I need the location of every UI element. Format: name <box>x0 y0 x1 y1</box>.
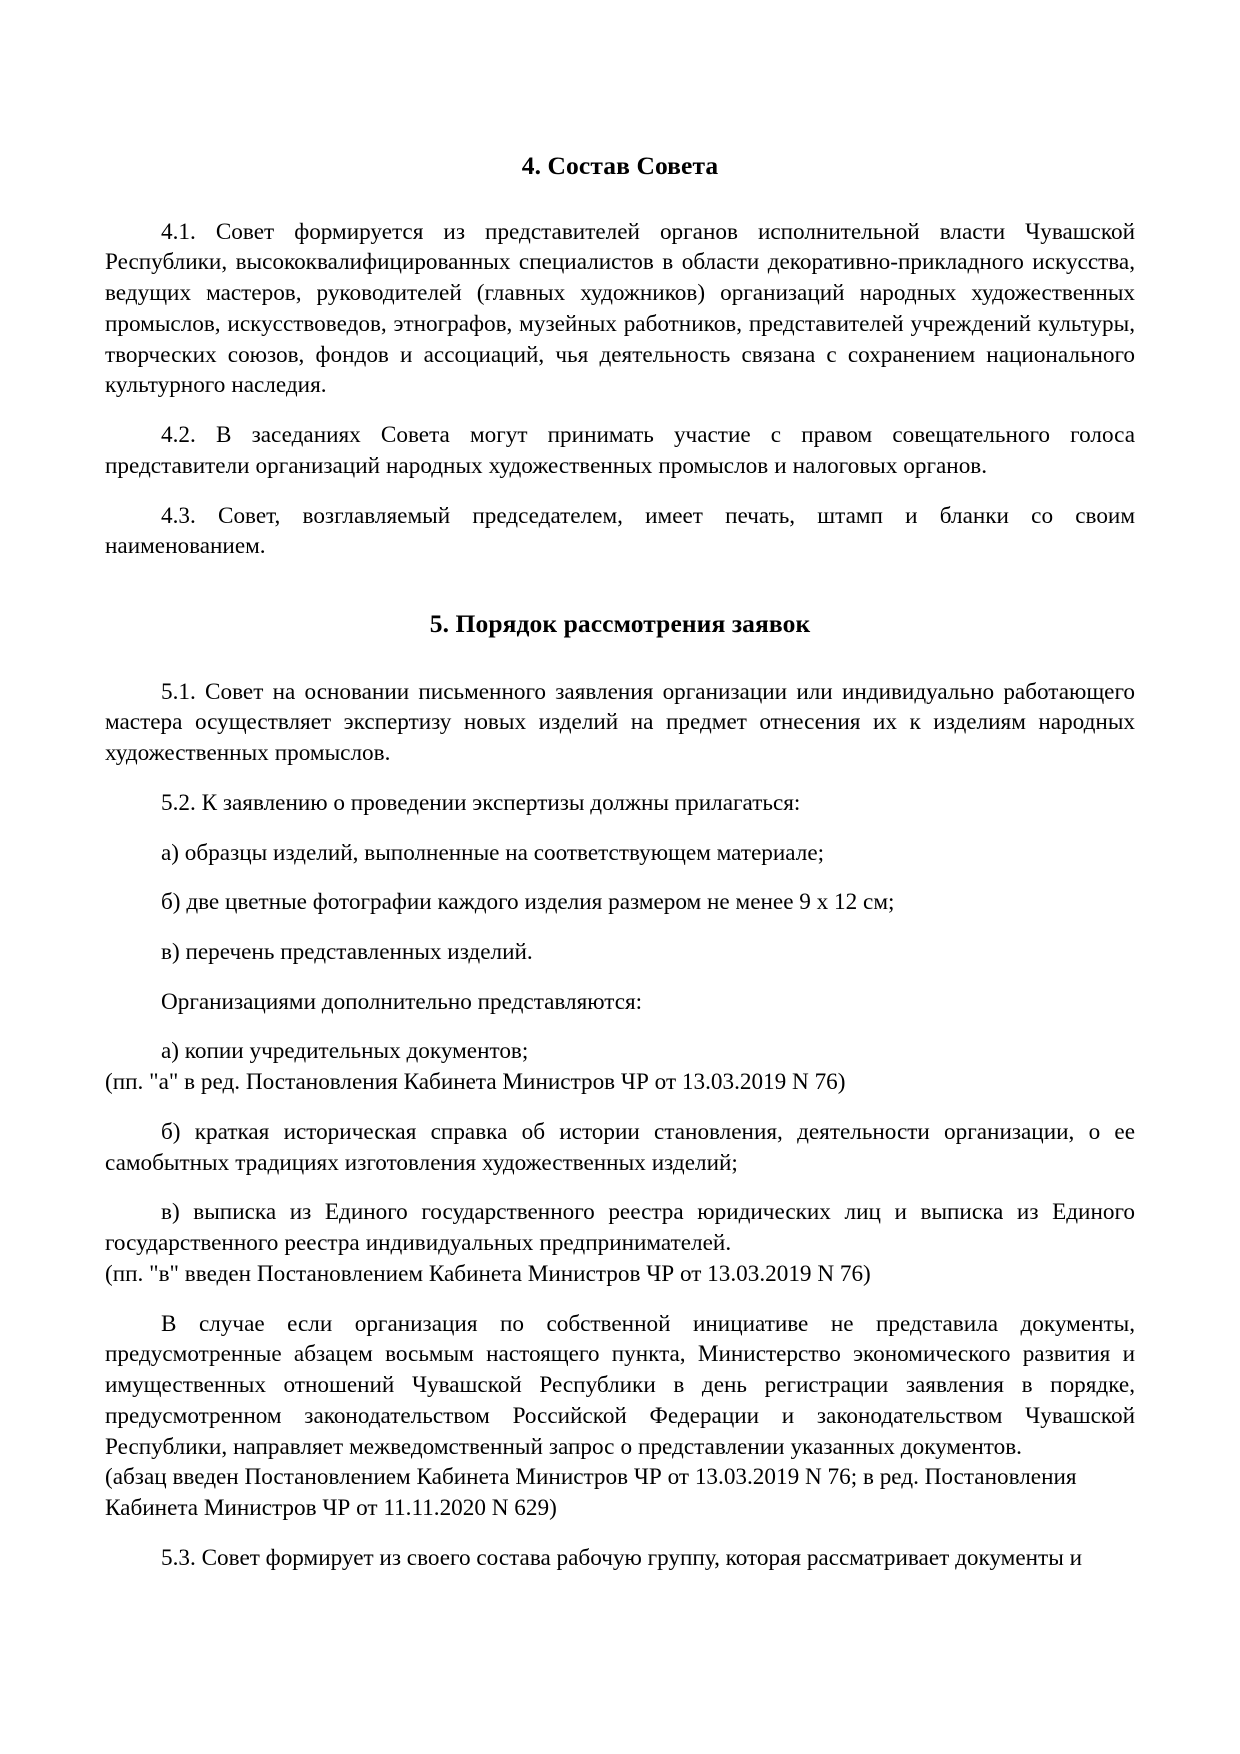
paragraph-4-2: 4.2. В заседаниях Совета могут принимать участие с правом совещательного голоса представители организаций народных художественных промыслов и налоговых органов. <box>105 422 1135 479</box>
application-item-v: в) перечень представленных изделий. <box>161 939 533 965</box>
organization-item-v-citation: (пп. "в" введен Постановлением Кабинета Министров ЧР от 13.03.2019 N 76) <box>105 1260 871 1287</box>
organization-item-a-citation: (пп. "а" в ред. Постановления Кабинета Министров ЧР от 13.03.2019 N 76) <box>105 1069 846 1096</box>
organization-item-v: в) выписка из Единого государственного реестра юридических лиц и выписка из Единого государственного реестра индивидуальных предпринимателей. <box>105 1199 1135 1257</box>
interagency-request-citation: (абзац введен Постановлением Кабинета Министров ЧР от 13.03.2019 N 76; в ред. Постановления Кабинета Министров ЧР от 11.11.2020 N 629) <box>105 1464 1077 1522</box>
paragraph-5-3: 5.3. Совет формирует из своего состава рабочую группу, которая рассматривает документы и <box>161 1544 1082 1571</box>
paragraph-5-1: 5.1. Совет на основании письменного заявления организации или индивидуально работающего мастера осуществляет экспертизу новых изделий на предмет отнесения их к изделиям народных художественных промыслов. <box>105 678 1135 767</box>
application-item-b: б) две цветные фотографии каждого изделия размером не менее 9 х 12 см; <box>161 889 895 916</box>
section-heading-4: 4. Состав Совета <box>521 151 719 180</box>
application-item-a: а) образцы изделий, выполненные на соответствующем материале; <box>161 839 825 866</box>
document-body <box>105 150 1135 1573</box>
paragraph-5-2: 5.2. К заявлению о проведении экспертизы должны прилагаться: <box>161 789 801 816</box>
section-heading-5: 5. Порядок рассмотрения заявок <box>429 608 811 638</box>
interagency-request-paragraph: В случае если организация по собственной инициативе не представила документы, предусмотренные абзацем восьмым настоящего пункта, Министерство экономического развития и имущественных отношений Чувашской Республики в день регистрации заявления в порядке, предусмотренном законодательством Российской Федерации и законодательством Чувашской Республики, направляет межведомственный запрос о представлении указанных документов. <box>105 1310 1135 1460</box>
organization-item-a: а) копии учредительных документов; <box>161 1038 529 1065</box>
paragraph-4-1: 4.1. Совет формируется из представителей органов исполнительной власти Чувашской Республики, высококвалифицированных специалистов в области декоративно-прикладного искусства, ведущих мастеров, руководителей (главных художников) организаций народных художественных промыслов, искусствоведов, этнографов, музейных работников, представителей учреждений культуры, творческих союзов, фондов и ассоциаций, чья деятельность связана с сохранением национального культурного наследия. <box>105 218 1135 399</box>
organizations-intro: Организациями дополнительно представляются: <box>161 988 643 1015</box>
paragraph-4-3: 4.3. Совет, возглавляемый председателем, имеет печать, штамп и бланки со своим наименованием. <box>105 502 1135 560</box>
organization-item-b: б) краткая историческая справка об истории становления, деятельности организации, о ее самобытных традициях изготовления художественных изделий; <box>105 1118 1135 1176</box>
